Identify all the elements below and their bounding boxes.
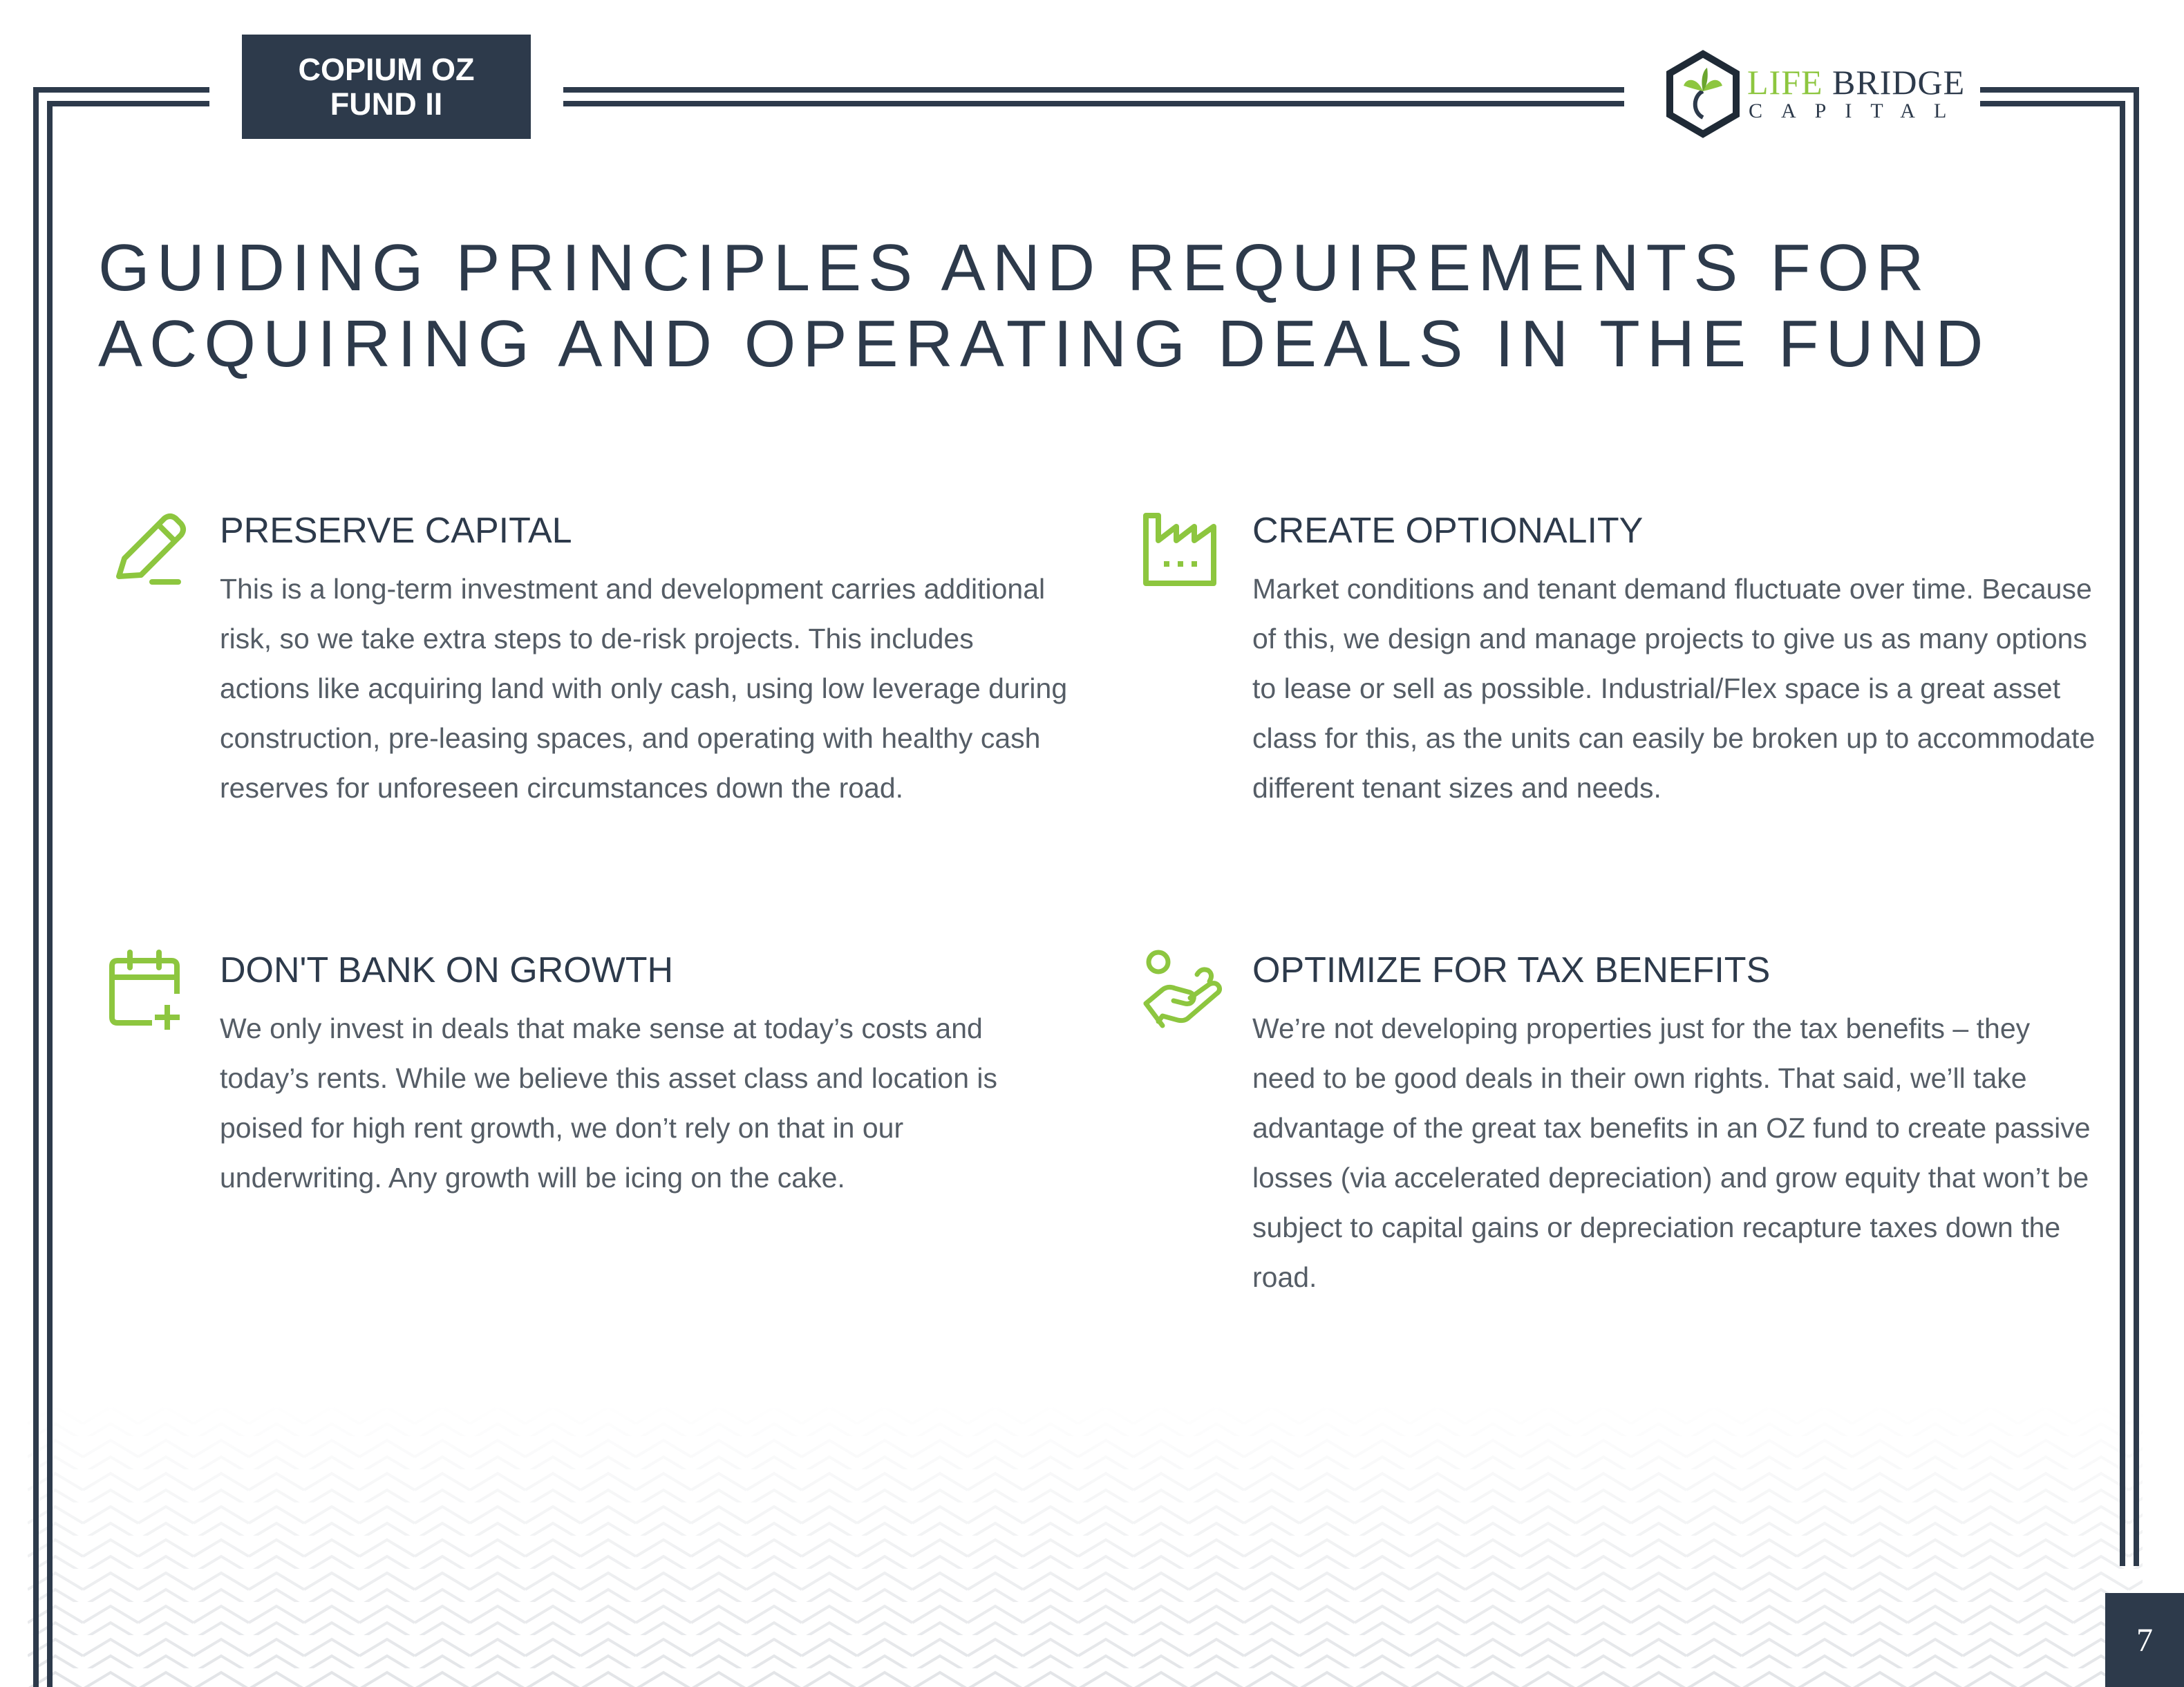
chevron-background-pattern [28,1403,2143,1687]
section-heading: OPTIMIZE FOR TAX BENEFITS [1252,950,1771,990]
page-number: 7 [2105,1593,2184,1687]
section-body: Market conditions and tenant demand fluctuate over time. Because of this, we design and manage projects to give us as many options to lease or sell as possible. Industrial/Flex space is a great asset class for this, as the units can easily be broken up to accommodate different tenant sizes and needs. [1252,573,2096,804]
fund-label-box [242,35,531,139]
section-heading: PRESERVE CAPITAL [220,511,572,551]
page-title [98,230,2102,382]
section-optimize-for-tax-benefits [1142,950,2109,1350]
factory-icon [1142,510,1225,593]
logo-word-life: LIFE [1747,63,1823,102]
logo-hexagon-icon [1664,50,1742,140]
section-create-optionality [1142,510,2109,869]
frame-top-mid-inner [563,101,1624,106]
life-bridge-capital-logo [1664,50,1966,140]
logo-word-capital: CAPITAL [1749,100,1966,122]
page-title-line2: ACQUIRING AND OPERATING DEALS IN THE FUND [98,307,1990,381]
section-heading: CREATE OPTIONALITY [1252,511,1644,551]
section-body: This is a long-term investment and development carries additional risk, so we take extra steps to de-risk projects. This includes actions like acquiring land with only cash, using low leverage during construction, pre-leasing spaces, and operating with healthy cash reserves for unforeseen circumstances down the road. [220,573,1068,804]
section-body: We only invest in deals that make sense at today’s costs and today’s rents. While we believe this asset class and location is poised for high rent growth, we don’t rely on that in our underwriting. Any growth will be icing on the cake. [220,1012,998,1194]
frame-top-left-outer [33,87,209,93]
logo-wordmark [1747,62,1965,102]
frame-top-mid-outer [563,87,1624,93]
frame-top-right-inner [1980,101,2125,106]
section-dont-bank-on-growth [109,950,1063,1254]
fund-label-line1: COPIUM OZ [298,51,475,87]
pencil-icon [109,510,192,593]
frame-top-right-outer [1980,87,2139,93]
calendar-add-icon [109,950,192,1033]
section-body: We’re not developing properties just for the tax benefits – they need to be good deals in their own rights. That said, we’ll take advantage of the great tax benefits in an OZ fund to create passive losses (via accelerated depreciation) and grow equity that won’t be subject to capital gains or depreciation recapture taxes down the road. [1252,1012,2091,1293]
page-title-line1: GUIDING PRINCIPLES AND REQUIREMENTS FOR [98,231,1931,305]
frame-left-inner [47,101,53,1687]
hand-coin-icon [1142,950,1225,1033]
frame-top-left-inner [47,101,209,106]
logo-word-bridge: BRIDGE [1832,63,1966,102]
frame-right-outer [2134,87,2139,1566]
frame-right-inner [2120,101,2125,1566]
frame-left-outer [33,87,39,1687]
fund-label-line2: FUND II [330,86,443,122]
section-preserve-capital [109,510,1068,869]
section-heading: DON'T BANK ON GROWTH [220,950,674,990]
